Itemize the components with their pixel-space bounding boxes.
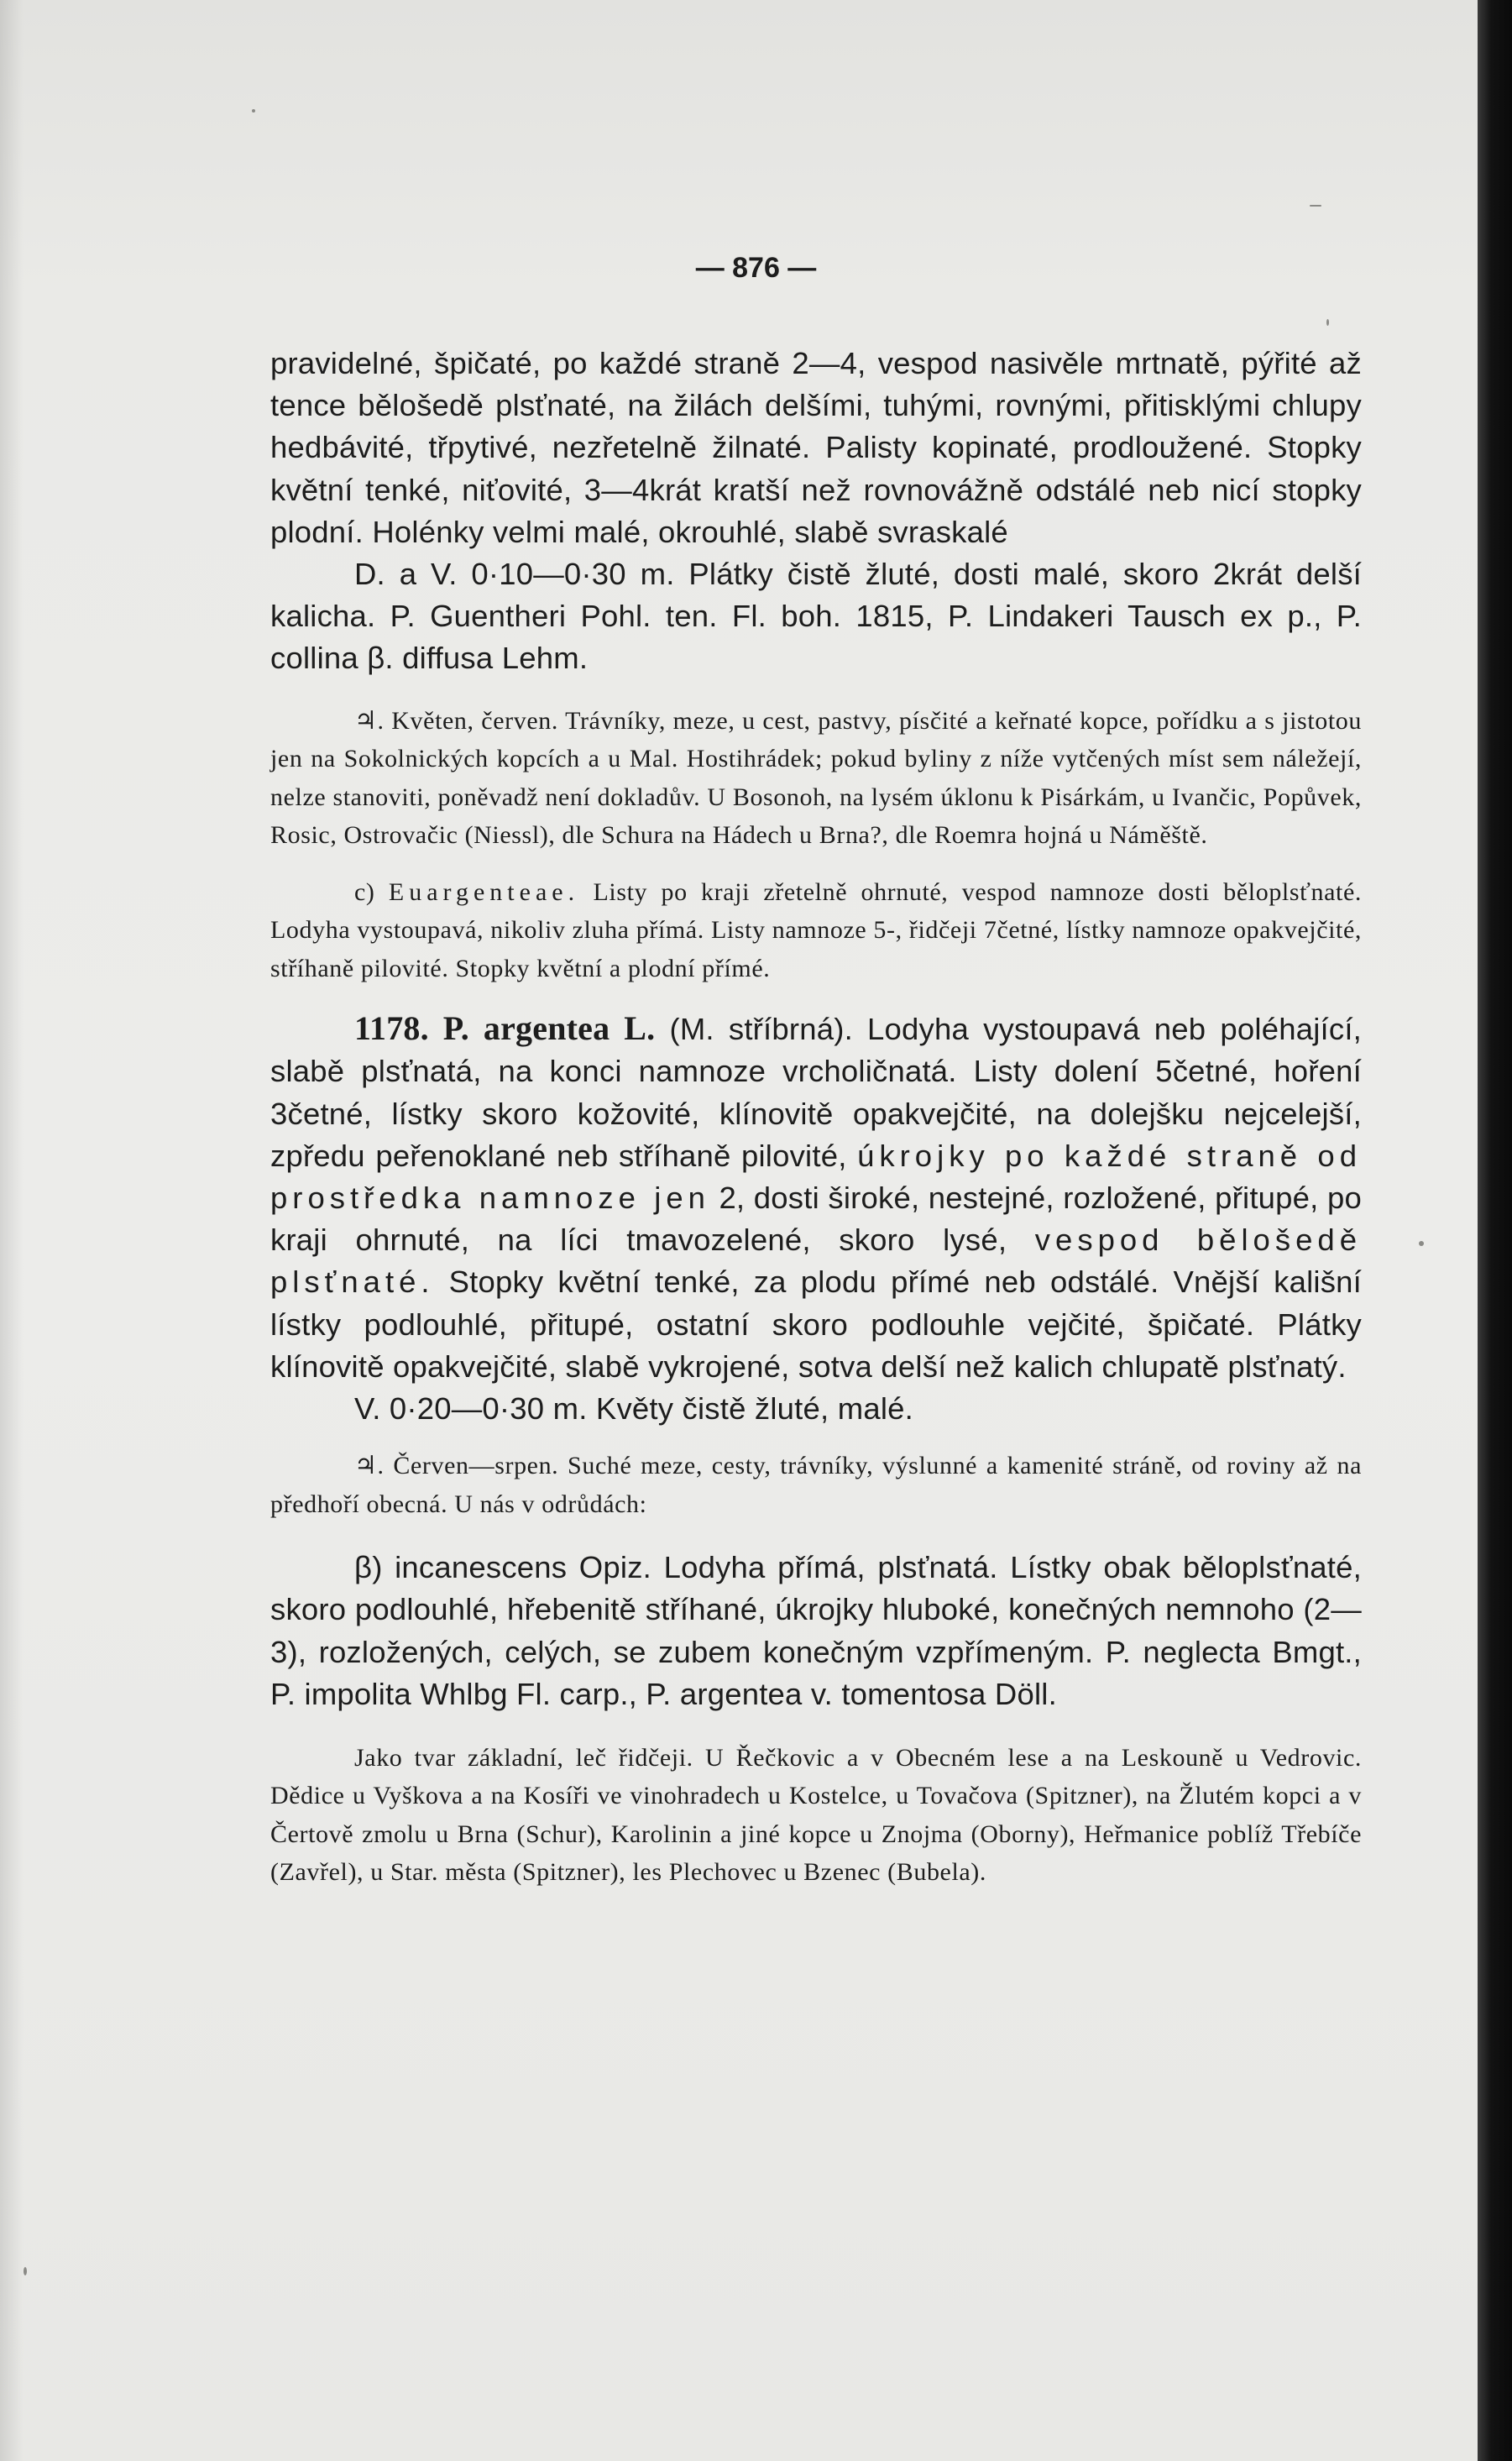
species-text-c: Stopky květní tenké, za plodu přímé neb odstálé. Vnější kališní lístky podlouhlé, přitupé, ostatní skoro podlouhle vejčité, špičaté. Plátky klínovitě opakvejčité, slabě vykrojené, sotva delší než kalich chlupatě plsťnatý.: [270, 1265, 1363, 1384]
paragraph-section-euargenteae: [270, 873, 1362, 988]
paragraph-dimensions-synonyms: D. a V. 0·10—0·30 m. Plátky čistě žluté, dosti malé, skoro 2krát delší kalicha. P. Guentheri Pohl. ten. Fl. boh. 1815, P. Lindakeri Tausch ex p., P. collina β. diffusa Lehm.: [270, 557, 1362, 676]
paragraph-description-continued: pravidelné, špičaté, po každé straně 2—4, vespod nasivěle mrtnatě, pýřité až tence bělošedě plsťnaté, na žilách delšími, tuhými, rovnými, přitisklými chlupy hedbávité, třpytivé, nezřetelně žilnaté. Palisty kopinaté, prodloužené. Stopky květní tenké, niťovité, 3—4krát kratší než rovnovážně odstálé neb nicí stopky plodní. Holénky velmi malé, okrouhlé, slabě svraskalé: [270, 346, 1362, 549]
paragraph-variety-localities: Jako tvar základní, leč řidčeji. U Řečkovic a v Obecném lese a na Leskouně u Vedrovic. Dědice u Vyškova a na Kosíři ve vinohradech u Kostelce, u Tovačova (Spitzner), na Žlutém kopci a v Čertově zmolu u Brna (Schur), Karolinin a jiné kopce u Znojma (Oborny), Heřmanice poblíž Třebíče (Zavřel), u Star. města (Spitzner), les Plechovec u Bzenec (Bubela).: [270, 1743, 1362, 1887]
page-body: [270, 343, 1362, 1892]
paragraph-species-habitat: ♃. Červen—srpen. Suché meze, cesty, trávníky, výslunné a kamenité stráně, od roviny až na předhoří obecná. U nás v odrůdách:: [270, 1452, 1362, 1518]
species-heading: 1178. P. argentea L.: [354, 1009, 656, 1048]
dust-speck: [1326, 319, 1329, 326]
dust-speck: [24, 2267, 27, 2275]
section-title: Euargenteae.: [388, 877, 580, 906]
page-left-shadow: [0, 0, 24, 2461]
species-text-spaced-1: úkrojky po každé straně od prostředka namnoze jen: [270, 1138, 1363, 1215]
dust-speck: [252, 109, 255, 113]
species-text-a: (M. stříbrná). Lodyha vystoupavá neb poléhající, slabě plsťnatá, na konci namnoze vrcholičnatá. Listy dolení 5četné, hoření 3četné, lístky skoro kožovité, klínovitě opakvejčité, na dolejšku nejcelejší, zpředu peřenoklané neb stříhaně pilovité,: [270, 1012, 1363, 1173]
paragraph-variety-incanescens: β) incanescens Opiz. Lodyha přímá, plsťnatá. Lístky obak běloplsťnaté, skoro podlouhlé, hřebenitě stříhané, úkrojky hluboké, konečných nemnoho (2—3), rozložených, celých, se zubem konečným vzpřímeným. P. neglecta Bmgt., P. impolita Whlbg Fl. carp., P. argentea v. tomentosa Döll.: [270, 1550, 1362, 1711]
species-text-b: 2, dosti široké, nestejné, rozložené, přitupé, po kraji ohrnuté, na líci tmavozelené, skoro lysé,: [270, 1180, 1362, 1258]
paragraph-localities: ♃. Květen, červen. Trávníky, meze, u cest, pastvy, písčité a keřnaté kopce, pořídku a s jistotou jen na Sokolnických kopcích a u Mal. Hostihrádek; pokud byliny z níže vytčených míst sem náležejí, nelze stanoviti, poněvadž není dokladův. U Bosonoh, na lysém úklonu k Pisárkám, u Ivančic, Popůvek, Rosic, Ostrovačic (Niessl), dle Schura na Hádech u Brna?, dle Roemra hojná u Náměště.: [270, 706, 1362, 850]
scan-dark-edge: [1478, 0, 1512, 2461]
page-number: — 876 —: [695, 252, 817, 284]
dust-speck: [1419, 1241, 1424, 1246]
paragraph-species-1178: [270, 1008, 1362, 1388]
section-text: Listy po kraji zřetelně ohrnuté, vespod namnoze dosti běloplsťnaté. Lodyha vystoupavá, nikoliv zluha přímá. Listy namnoze 5-, řidčeji 7četné, lístky namnoze opakvejčité, stříhaně pilovité. Stopky květní a plodní přímé.: [270, 877, 1363, 982]
dust-speck: [1310, 205, 1321, 207]
section-label: c): [354, 877, 375, 906]
species-text-spaced-2: vespod bělošedě plsťnaté.: [270, 1223, 1363, 1300]
paragraph-species-dimensions: V. 0·20—0·30 m. Květy čistě žluté, malé.: [354, 1390, 913, 1426]
